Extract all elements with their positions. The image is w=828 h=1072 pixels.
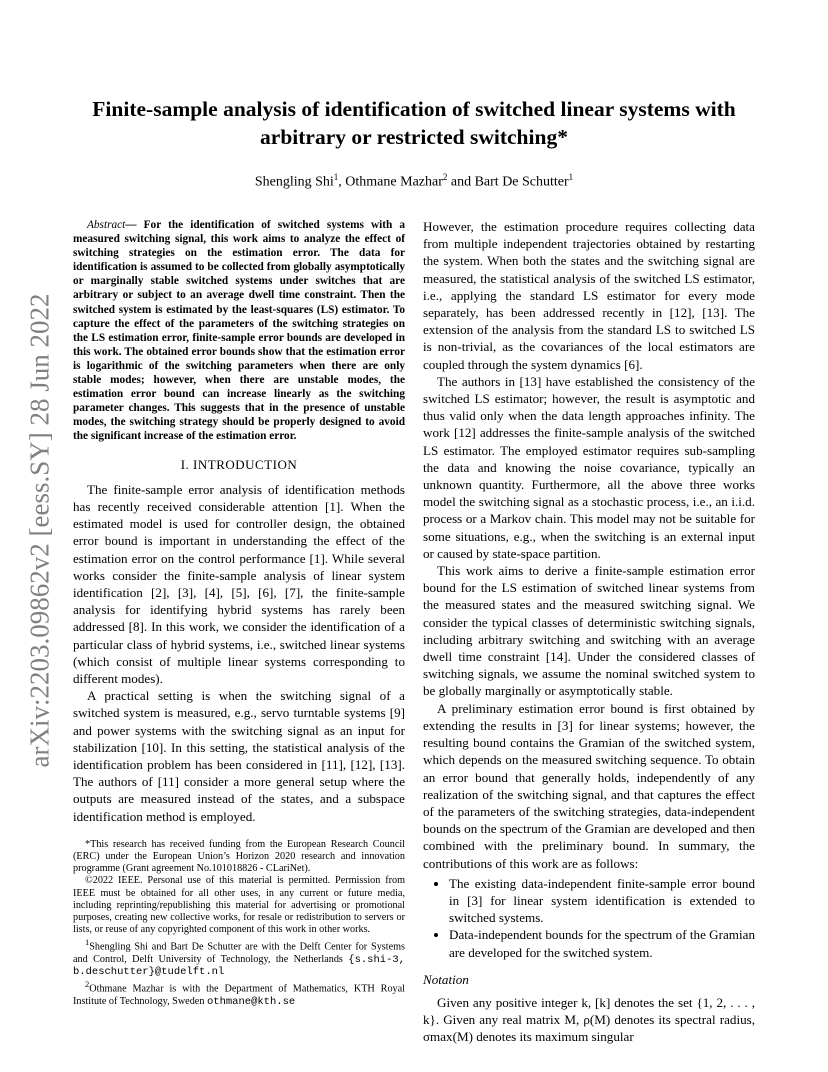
author-2-affil: 2 <box>442 172 448 182</box>
author-3-affil: 1 <box>568 172 574 182</box>
footnotes <box>73 839 405 1008</box>
footnote-affiliation-1: $^1$Shengling Shi and Bart De Schutter are with the Delft Center for Systems and Control, Delft University of Technology, the Netherlands {s.shi-3, b.deschutter}@tudelft.nl <box>73 937 405 979</box>
abstract-lead: Abstract <box>87 219 126 231</box>
right-paragraph-1: However, the estimation procedure requires collecting data from multiple independent trajectories obtained by restarting the system. When both the states and the switching signal are measured, the statistical analysis of the switched LS estimator, i.e., applying the standard LS estimator for every mode separately, has been addressed recently in [12], [13]. The extension of the analysis from the standard LS to switched LS is non-trivial, as the covariances of the local estimators are coupled through the system dynamics [6]. <box>423 219 755 372</box>
email-2[interactable]: othmane@kth.se <box>206 995 296 1008</box>
author-line <box>72 172 756 191</box>
abstract <box>73 218 405 444</box>
right-paragraph-3: This work aims to derive a finite-sample estimation error bound for the LS estimation of switched linear systems from the measured states and the measured switching signal. We consider the typical classes of deterministic switching signals, including arbitrary switching and switching with an average dwell time constraint [14]. Under the considered classes of switching signals, we assume the nominal switched system to be globally marginally or asymptotically stable. <box>423 563 755 699</box>
right-paragraph-4: A preliminary estimation error bound is first obtained by extending the results in [3] for linear systems; however, the resulting bound contains the Gramian of the switched system, which depends on the measured switching sequence. To obtain an error bound that generally holds, independently of any realization of the switching signal, and that captures the effect of the parameters of the switching strategies, data-independent bounds on the spectrum of the Gramian are developed and then combined with the preliminary bound. In summary, the contributions of this work are as follows: <box>423 700 755 871</box>
footnote-funding: *This research has received funding from the European Research Council (ERC) under the European Union’s Horizon 2020 research and innovation programme (Grant agreement No.101018826 - CLariNet). <box>73 838 405 875</box>
arxiv-id: arXiv:2203.09862v2 [eess.SY] 28 Jun 2022 <box>24 293 55 767</box>
list-item: • Data-independent bounds for the spectrum of the Gramian are developed for the switched system. <box>449 926 755 960</box>
author-2: , Othmane Mazhar <box>338 174 443 190</box>
left-column <box>73 218 405 1008</box>
author-3: and Bart De Schutter <box>447 174 569 190</box>
email-1[interactable]: {s.shi-3, b.deschutter}@tudelft.nl <box>73 953 405 979</box>
abstract-body: — For the identification of switched systems with a measured switching signal, this work aims to analyze the effect of switching strategies on the estimation error. The data for identification is assumed to be collected from globally asymptotically or marginally stable switched systems under switches that are arbitrary or subject to an average dwell time constraint. Then the switched system is estimated by the least-squares (LS) estimator. To capture the effect of the parameters of the switching strategies on the LS estimation error, finite-sample error bounds are developed in this work. The obtained error bounds show that the estimation error is logarithmic of the switching parameters when there are only stable modes; however, when there are unstable modes, the estimation error bound can increase linearly as the switching parameter changes. This suggests that in the presence of unstable modes, the switching strategy should be properly designed to avoid the significant increase of the estimation error. <box>73 219 405 443</box>
footnote-affiliation-2: $^2$Othmane Mazhar is with the Department of Mathematics, KTH Royal Institute of Technology, Sweden othmane@kth.se <box>73 979 405 1008</box>
intro-paragraph-1: The finite-sample error analysis of identification methods has recently received considerable attention [1]. When the estimated model is used for controller design, the obtained error bound is important in understanding the effect of the estimation error on the control performance [1]. While several works consider the finite-sample analysis of linear system identification [2], [3], [4], [5], [6], [7], the finite-sample analysis for identifying hybrid systems has rarely been addressed [8]. In this work, we consider the identification of a particular class of hybrid systems, i.e., switched linear systems (which consist of multiple linear systems corresponding to different modes). <box>73 481 405 686</box>
paper-title: Finite-sample analysis of identification of switched linear systems with arbitrary or restricted switching* <box>92 97 736 149</box>
list-item: • The existing data-independent finite-sample error bound in [3] for linear system identification is extended to switched systems. <box>449 875 755 927</box>
arxiv-watermark <box>20 280 60 780</box>
section-heading-introduction: I. INTRODUCTION <box>180 456 298 472</box>
notation-paragraph: Given any positive integer k, [k] denotes the set {1, 2, . . . , k}. Given any real matrix M, ρ(M) denotes its spectral radius, σmax(M) denotes its maximum singular <box>423 994 755 1045</box>
intro-paragraph-2: A practical setting is when the switching signal of a switched system is measured, e.g., servo turntable systems [9] and power systems with the switching signal as an input for stabilization [10]. In this setting, the statistical analysis of the identification problem has been considered in [11], [12], [13]. The authors of [11] consider a more general setup where the outputs are measured instead of the states, and a subspace identification method is employed. <box>73 688 405 824</box>
right-column <box>423 218 755 1046</box>
right-paragraph-2: The authors in [13] have established the consistency of the switched LS estimator; however, the result is asymptotic and thus valid only when the data length approaches infinity. The work [12] addresses the finite-sample analysis of the switched LS estimator. The employed estimator requires sub-sampling the data and knowing the noise covariance, typically an unknown quantity. Furthermore, all the above three works model the switching signal as a stochastic process, i.e., an i.i.d. process or a Markov chain. This model may not be suitable for some situations, e.g., when the switching is an external input or caused by state-space partition. <box>423 373 755 561</box>
author-1-affil: 1 <box>333 172 339 182</box>
subsection-heading-notation: Notation <box>423 971 469 987</box>
author-1: Shengling Shi <box>254 174 334 190</box>
contribution-list <box>423 875 755 961</box>
footnote-copyright: ©2022 IEEE. Personal use of this material is permitted. Permission from IEEE must be obtained for all other uses, in any current or future media, including reprinting/republishing this material for advertising or promotional purposes, creating new collective works, for resale or redistribution to servers or lists, or reuse of any copyrighted component of this work in other works. <box>73 875 405 936</box>
